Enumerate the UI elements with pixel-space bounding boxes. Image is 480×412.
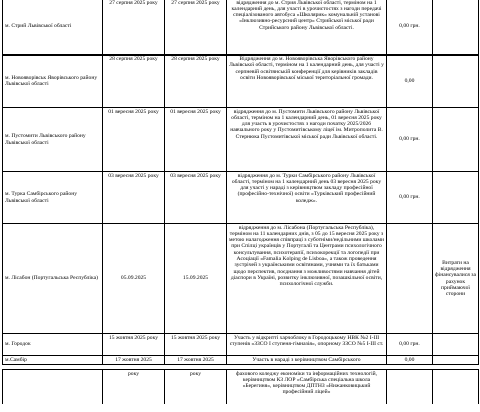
start-date-cell: 03 вересня 2025 року xyxy=(103,172,165,224)
table-row-continuation xyxy=(3,370,479,404)
start-date-cell: року xyxy=(103,370,165,404)
amount-cell xyxy=(387,370,433,404)
note-cell xyxy=(433,334,479,356)
purpose-cell: фахового коледжу економіки та інформаційних технологій, керівництвом КЗ ЛОР «Самбірська спеціальна школа «Берегиня», керівництвом ДПТНЗ «Нижанковицький професійний ліцей» xyxy=(227,370,387,404)
place-cell: м. Пустомити Львівського району Львівської області xyxy=(3,108,103,172)
table-row xyxy=(3,108,479,172)
table-row xyxy=(3,55,479,108)
place-cell: м. Лісабон (Португальська Республіка) xyxy=(3,224,103,334)
note-cell xyxy=(433,108,479,172)
purpose-cell: відрядження до м. Стрия Львівської області, терміном на 1 календарний день, для участі в урочистостях з нагоди передачі спеціалізованого автобуса «Школярик» комунальній установі «Інклюзивно-ресурсний центр» Стрийської міської ради Стрийського району Львівської області. xyxy=(227,0,387,55)
place-cell: м. Новояворівськ Яворівського району Львівської області xyxy=(3,55,103,108)
start-date-cell: 15 жовтня 2025 року xyxy=(103,334,165,356)
trips-table xyxy=(2,0,479,404)
amount-cell: 0,00 грн. xyxy=(387,334,433,356)
amount-cell: 0,00 xyxy=(387,55,433,108)
end-date-cell: 15 жовтня 2025 року xyxy=(165,334,227,356)
start-date-cell: 28 серпня 2025 року xyxy=(103,55,165,108)
note-cell xyxy=(433,55,479,108)
table-row xyxy=(3,356,479,365)
amount-cell: 0,00 грн. xyxy=(387,0,433,55)
table-row xyxy=(3,224,479,334)
note-cell: Витрати на відрядження фінансувалися за рахунок приймаючої сторони xyxy=(433,224,479,334)
start-date-cell: 05.09.2025 xyxy=(103,224,165,334)
place-cell: м. Турка Самбірського району Львівської області xyxy=(3,172,103,224)
purpose-cell: відрядження до м. Турки Самбірського району Львівської області, терміном на 1 календарний день 03 вересня 2025 року для участі у нараді з керівництвом закладу професійної (професійно-технічної) освіти «Турківський професійний коледж». xyxy=(227,172,387,224)
place-cell: м. Стрий Львівської області xyxy=(3,0,103,55)
place-cell: м. Городок xyxy=(3,334,103,356)
purpose-cell: відрядження до м. Лісабона (Португальська Республіка), терміном на 11 календарних днів, з 05 до 15 вересня 2025 року з метою налагодження співпраці з суботніми/недільними школами при Спілці українців у Португалії та Центрами психологічного консультування, психотерапії, психокорекції та логопедії при Асоціації «Famalia Kolping de Lisboa», а також проведення зустрічей з українськими освітянами, учнями та їх батьками щодо перспектив, поєднання з можливостями навчання дітей діаспори в Україні, розвитку інклюзивної, позашкільної освіти, психологічної служби. xyxy=(227,224,387,334)
amount-cell: 0,00 грн. xyxy=(387,172,433,224)
note-cell xyxy=(433,356,479,365)
end-date-cell: 15.09.2025 xyxy=(165,224,227,334)
start-date-cell: 27 серпня 2025 року xyxy=(103,0,165,55)
start-date-cell: 01 вересня 2025 року xyxy=(103,108,165,172)
end-date-cell: 17 жовтня 2025 xyxy=(165,356,227,365)
amount-cell: 0,00 xyxy=(387,356,433,365)
end-date-cell: 28 серпня 2025 року xyxy=(165,55,227,108)
note-cell xyxy=(433,172,479,224)
table-row xyxy=(3,0,479,55)
end-date-cell: року xyxy=(165,370,227,404)
purpose-cell: Відрядження до м. Новояворівська Яворівського району Львівської області, терміном на 1 календарний день, для участі у серпневій освітянській конференції для керівників закладів освіти Новояворівської міської територіальної громади. xyxy=(227,55,387,108)
end-date-cell: 03 вересня 2025 року xyxy=(165,172,227,224)
table-row xyxy=(3,334,479,356)
end-date-cell: 27 серпня 2025 року xyxy=(165,0,227,55)
amount-cell xyxy=(387,224,433,334)
place-cell: м.Самбір xyxy=(3,356,103,365)
purpose-cell: Участь в нараді з керівництвом Самбірського xyxy=(227,356,387,365)
note-cell xyxy=(433,370,479,404)
table-row xyxy=(3,172,479,224)
note-cell xyxy=(433,0,479,55)
place-cell xyxy=(3,370,103,404)
start-date-cell: 17 жовтня 2025 xyxy=(103,356,165,365)
amount-cell: 0,00 грн. xyxy=(387,108,433,172)
purpose-cell: відрядження до м. Пустомити Львівського району Львівської області, терміном на 1 календарний день, 01 вересня 2025 року для участь в урочистостях з нагоди початку 2025/2026 навчального року у Пустомитівському ліцеї ім. Митрополита В. Стернюка Пустомитівської міської ради Львівської області. xyxy=(227,108,387,172)
purpose-cell: Участь у відкритті харчоблоку в Городоцькому НВК №2 І-ІІІ ступенів «ЗЗСО І ступеня-гімназія», опорному ЗЗСО №5 І-ІІІ ст. xyxy=(227,334,387,356)
end-date-cell: 01 вересня 2025 року xyxy=(165,108,227,172)
